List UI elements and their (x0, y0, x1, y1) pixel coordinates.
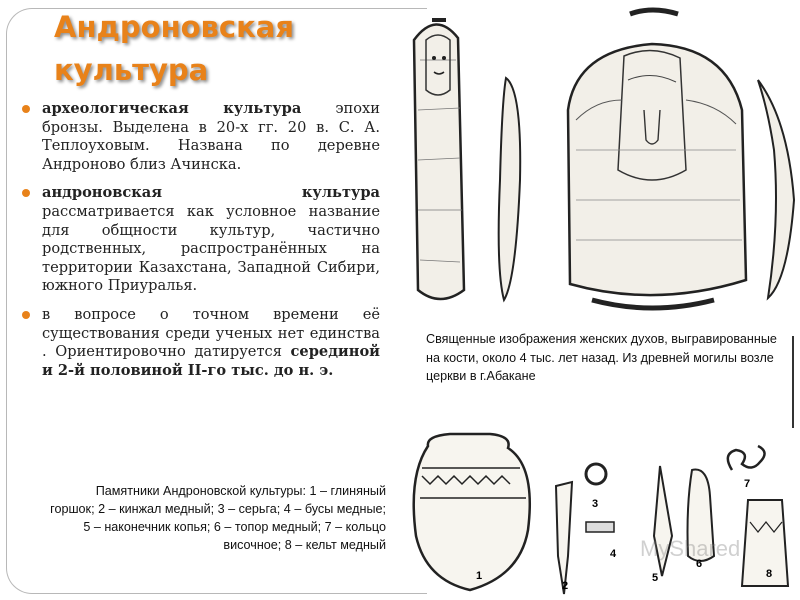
watermark: MyShared (640, 536, 741, 561)
bullet-text: эпохи бронзы. Выделена в 20-х гг. 20 в. С. А. Теплоуховым. Названа по деревне Андроново близ Ачинска. (42, 100, 380, 173)
bullet-dot (22, 105, 30, 113)
bullet-text: рассматривается как условное название для общности культур, частично родственных, распространённых на территории Казахстана, Западной Сибири, южного Приуралья. (42, 202, 380, 295)
artifact-number-7: 7 (744, 478, 751, 490)
bullet-bold: археологическая культура (42, 100, 302, 117)
slide-title (54, 6, 384, 92)
bullet-text: в вопросе о точном времени её существования среди ученых нет единства . Ориентировочно датируется (42, 305, 380, 361)
artifact-number-6: 6 (696, 558, 703, 570)
bullet-item (22, 306, 380, 380)
bullet-item (22, 100, 380, 174)
artifact-number-8: 8 (766, 568, 773, 580)
divider-line (792, 336, 794, 428)
title-line-1: Андроновская (54, 10, 294, 44)
artifact-number-2: 2 (562, 580, 569, 592)
bullet-dot (22, 311, 30, 319)
artifact-number-1: 1 (476, 570, 483, 582)
artifacts-caption: Памятники Андроновской культуры: 1 – глиняный горшок; 2 – кинжал медный; 3 – серьга; 4 – бусы медные; 5 – наконечник копья; 6 – топор медный; 7 – кольцо височное; 8 – кельт медный (50, 484, 386, 552)
bone-figures-illustration (396, 0, 800, 326)
artifact-number-3: 3 (592, 498, 599, 510)
title-line-2: культура (54, 53, 209, 87)
artifact-number-5: 5 (652, 572, 659, 584)
artifact-number-4: 4 (610, 548, 617, 560)
bullet-dot (22, 189, 30, 197)
bullet-bold: андроновская культура (42, 184, 380, 202)
bullet-list (22, 100, 380, 390)
bullet-item (22, 184, 380, 296)
artifacts-illustration (396, 426, 800, 600)
bullet-bold: серединой и 2-й половиной II-го тыс. до н. э. (42, 343, 380, 379)
bone-figures-caption: Священные изображения женских духов, выгравированные на кости, около 4 тыс. лет назад. Из древней могилы возле церкви в г.Абакане (426, 332, 777, 383)
